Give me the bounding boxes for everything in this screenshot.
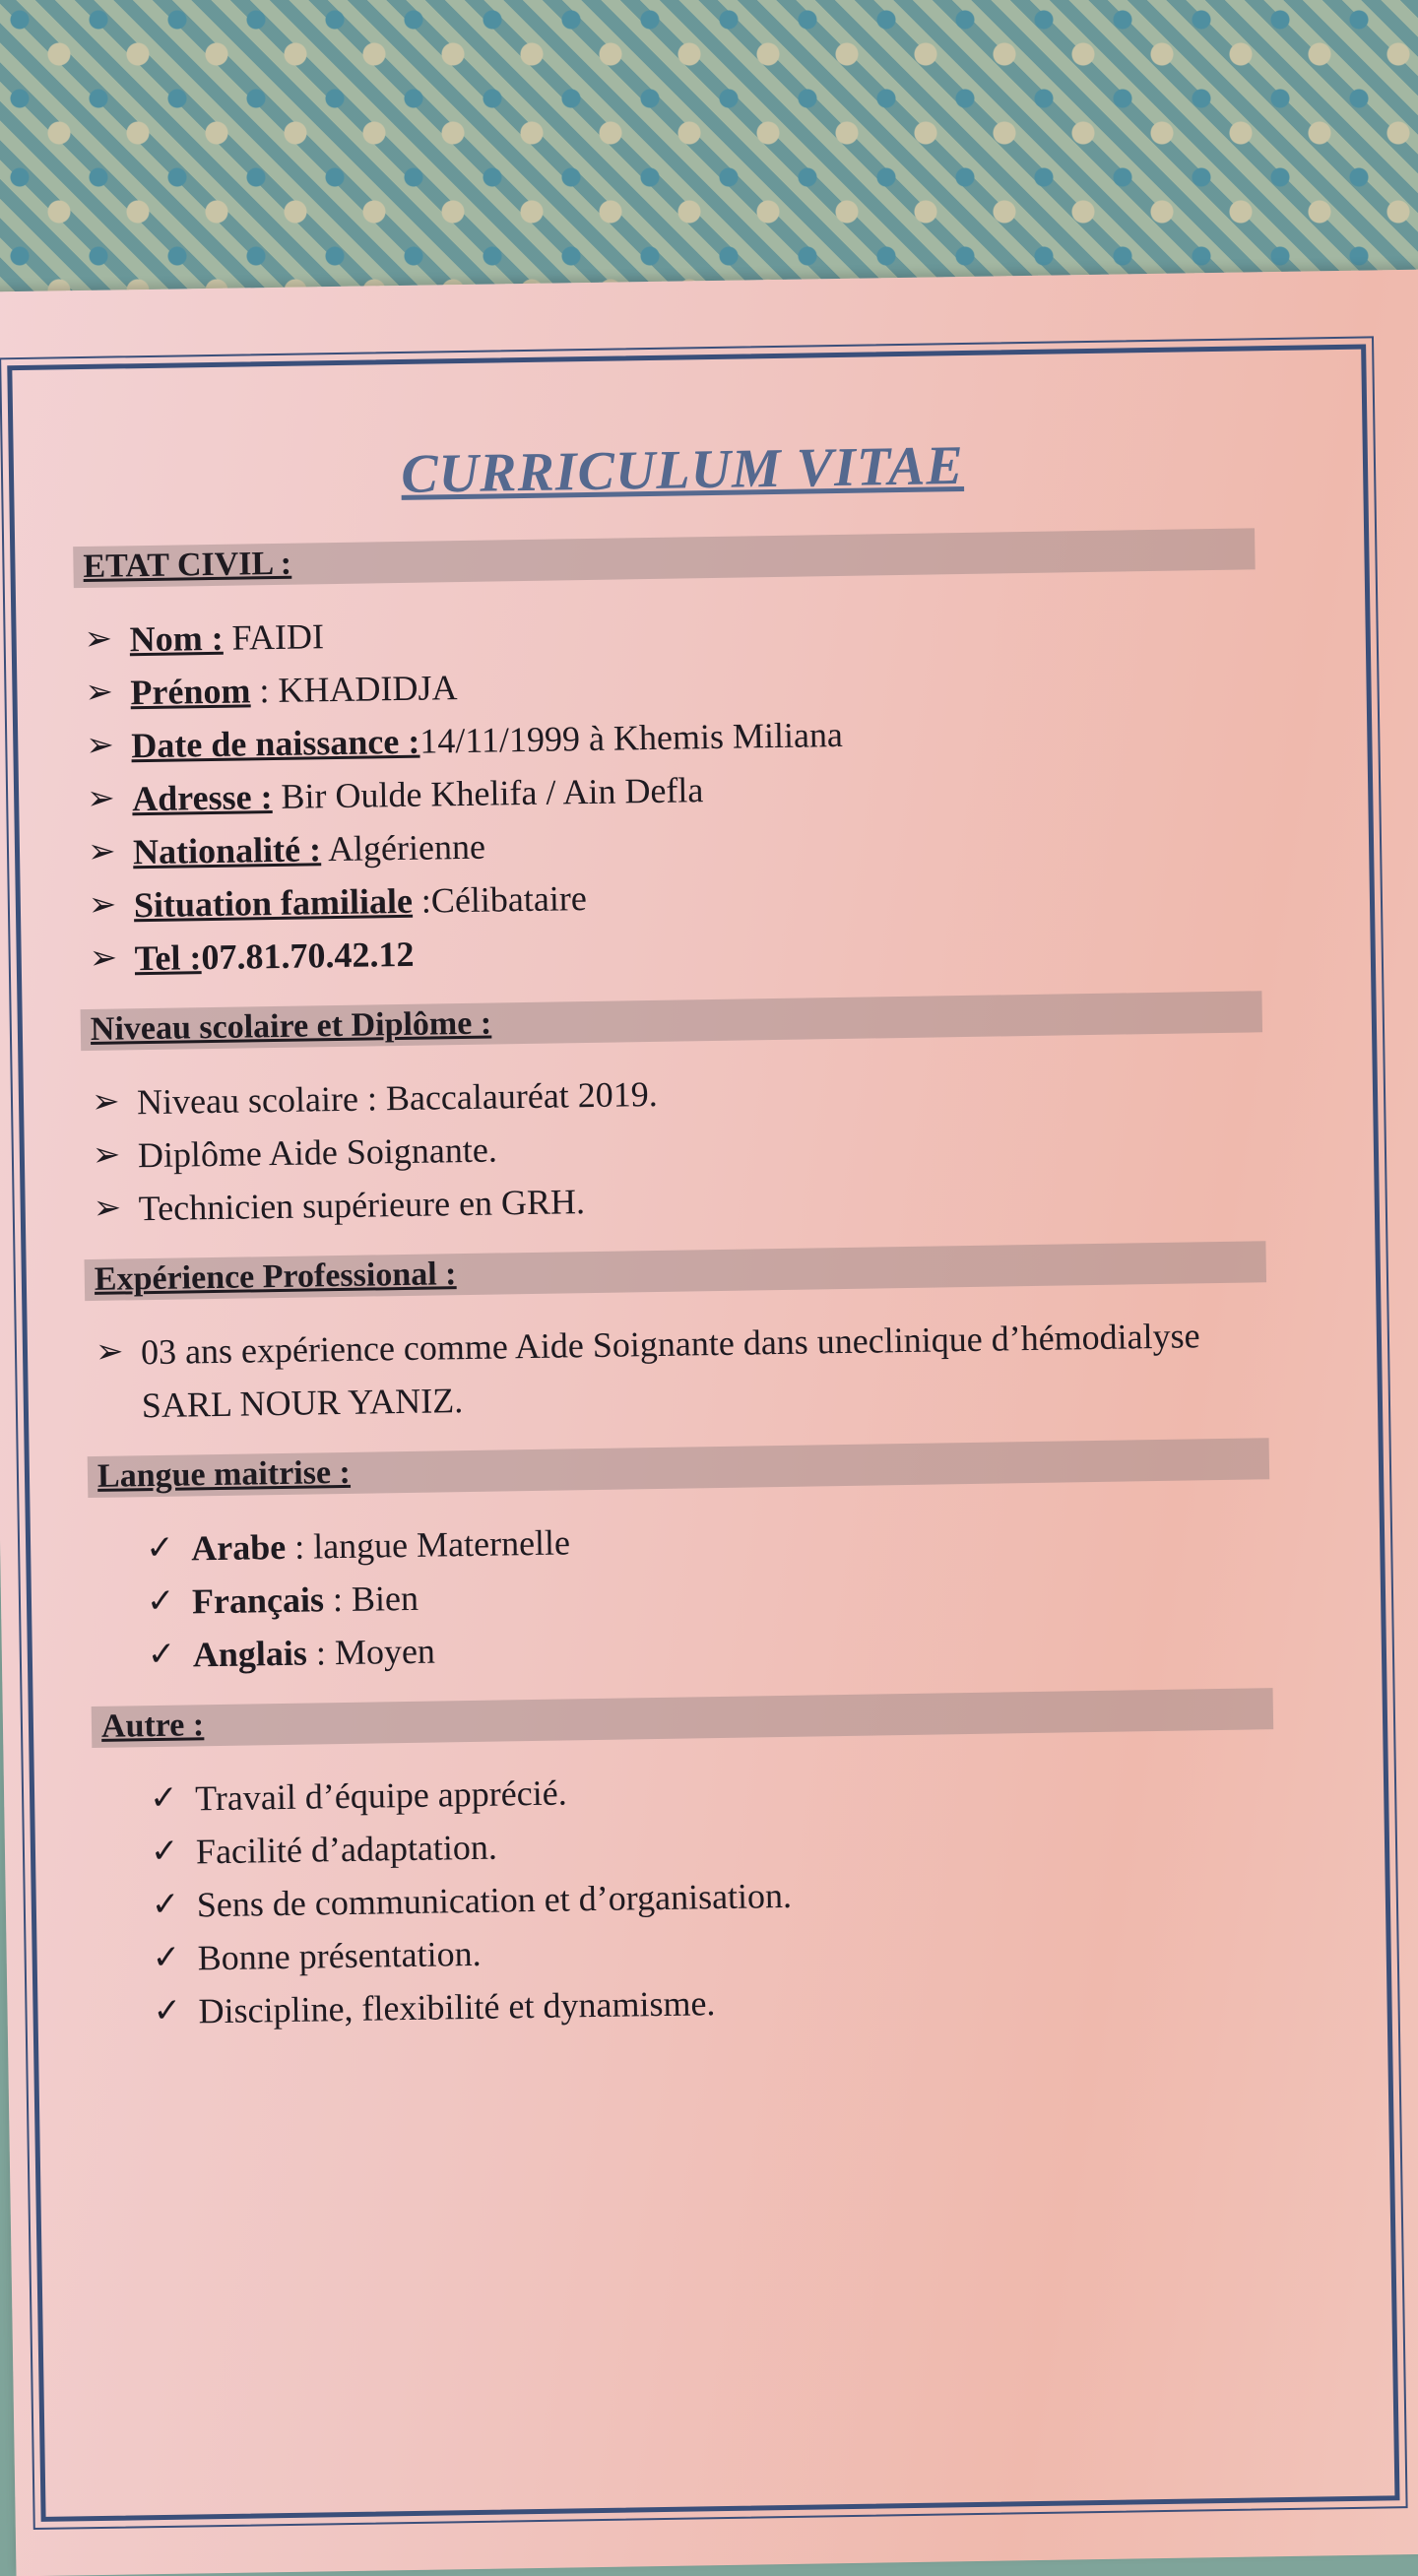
language-level: : langue Maternelle (285, 1522, 571, 1567)
field-value: Algérienne (320, 826, 486, 869)
field-value: 07.81.70.42.12 (201, 934, 415, 978)
arrow-right-icon: ➢ (89, 939, 118, 977)
item-text: Bonne présentation. (197, 1933, 482, 1978)
arrow-right-icon: ➢ (86, 780, 115, 817)
check-icon: ✓ (151, 1886, 180, 1924)
check-icon: ✓ (150, 1833, 179, 1871)
field-label: Nationalité : (132, 829, 322, 872)
field-value: 14/11/1999 à Khemis Miliana (419, 714, 844, 761)
cv-content (72, 429, 1319, 2063)
item-text: Facilité d’adaptation. (195, 1827, 498, 1872)
check-icon: ✓ (146, 1582, 175, 1621)
section-header-langues: Langue maitrise : (88, 1438, 1270, 1498)
item-text: Diplôme Aide Soignante. (137, 1129, 498, 1176)
field-value: :Célibataire (412, 878, 588, 921)
list-item (86, 1308, 1309, 1433)
arrow-right-icon: ➢ (84, 620, 113, 659)
item-text: Discipline, flexibilité et dynamisme. (198, 1983, 716, 2031)
field-value: : KHADIDJA (250, 668, 458, 711)
check-icon: ✓ (149, 1779, 178, 1818)
check-icon: ✓ (145, 1529, 174, 1568)
arrow-right-icon: ➢ (88, 886, 117, 924)
arrow-right-icon: ➢ (87, 833, 116, 870)
field-label: Tel : (134, 937, 202, 979)
field-label: Nom : (129, 617, 224, 660)
cv-paper (0, 269, 1418, 2576)
language-name: Anglais (192, 1633, 308, 1675)
section-header-autre: Autre : (92, 1688, 1274, 1748)
language-level: : Moyen (306, 1631, 436, 1673)
section-header-experience: Expérience Professional : (85, 1241, 1267, 1301)
arrow-right-icon: ➢ (86, 727, 115, 764)
arrow-right-icon: ➢ (85, 674, 114, 711)
item-text: 03 ans expérience comme Aide Soignante dans uneclinique d’hémodialyse SARL NOUR YANIZ. (140, 1316, 1200, 1426)
check-icon: ✓ (152, 1939, 181, 1977)
langues-list (89, 1505, 1312, 1683)
language-name: Français (191, 1579, 325, 1622)
arrow-right-icon: ➢ (93, 1190, 122, 1227)
item-text: Sens de communication et d’organisation. (196, 1875, 793, 1925)
niveau-list (82, 1058, 1305, 1236)
arrow-right-icon: ➢ (91, 1083, 120, 1121)
item-text: Niveau scolaire : Baccalauréat 2019. (136, 1073, 659, 1123)
field-label: Adresse : (131, 777, 273, 819)
field-label: Prénom (130, 671, 251, 713)
section-header-etat-civil: ETAT CIVIL : (73, 528, 1256, 588)
language-level: : Bien (323, 1578, 419, 1620)
cv-title: CURRICULUM VITAE (400, 434, 965, 505)
language-name: Arabe (190, 1526, 287, 1569)
experience-list (86, 1308, 1309, 1433)
check-icon: ✓ (153, 1992, 182, 2030)
field-label: Date de naissance : (131, 721, 420, 766)
arrow-right-icon: ➢ (92, 1136, 121, 1174)
section-header-niveau: Niveau scolaire et Diplôme : (81, 991, 1263, 1051)
field-value: Bir Oulde Khelifa / Ain Defla (272, 770, 704, 817)
item-text: Travail d’équipe apprécié. (194, 1772, 567, 1819)
etat-civil-list (74, 595, 1301, 986)
field-label: Situation familiale (133, 880, 414, 926)
item-text: Technicien supérieure en GRH. (138, 1182, 586, 1229)
field-value: FAIDI (223, 616, 325, 658)
arrow-right-icon: ➢ (95, 1333, 124, 1371)
check-icon: ✓ (147, 1636, 176, 1674)
autre-list (93, 1755, 1318, 2039)
